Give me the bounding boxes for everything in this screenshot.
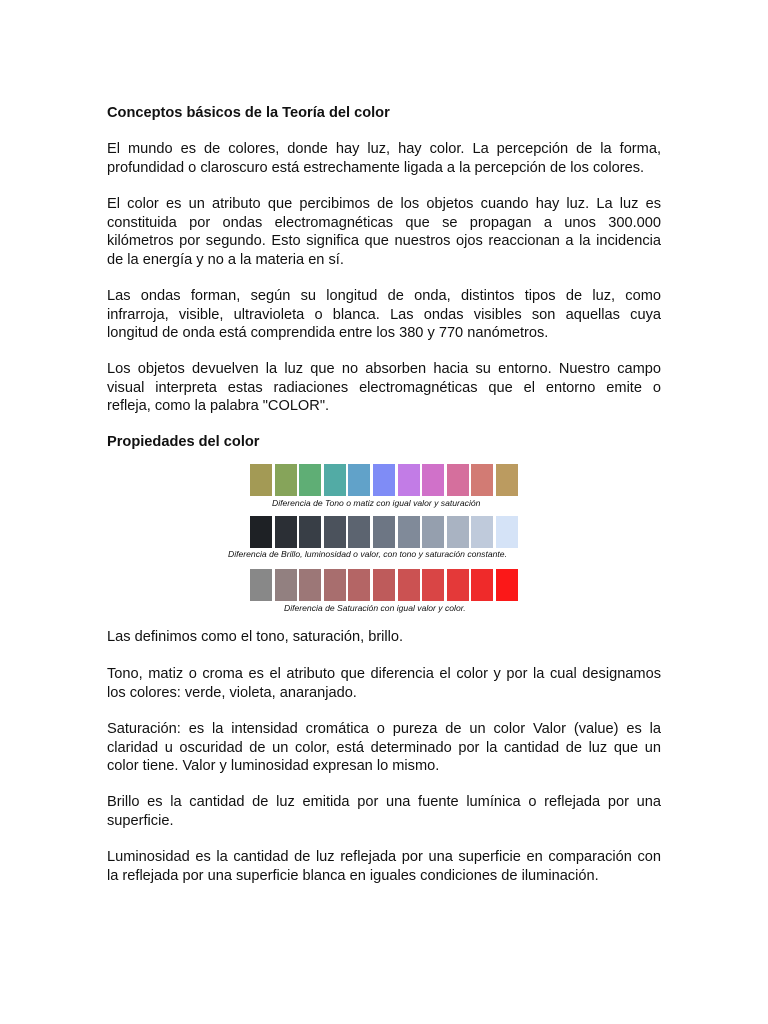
hue-swatch [496,464,518,496]
saturation-swatch [275,569,297,601]
saturation-swatch [447,569,469,601]
paragraph [107,665,661,702]
hue-swatch [324,464,346,496]
brightness-swatch-row [250,516,768,548]
saturation-swatch [348,569,370,601]
text-line: El mundo es de colores, donde hay luz, hay color. La percepción de la forma, [107,141,661,157]
paragraph [107,793,661,830]
brightness-swatch [447,516,469,548]
brightness-swatch [275,516,297,548]
brightness-swatch [348,516,370,548]
saturation-swatch [250,569,272,601]
text-line: Luminosidad es la cantidad de luz reflejada por una superficie en comparación con [107,849,661,865]
saturation-swatch-row [250,569,768,601]
hue-caption: Diferencia de Tono o matiz con igual valor y saturación [272,498,481,508]
brightness-swatch [373,516,395,548]
text-line: claridad u oscuridad de un color, está determinado por la cantidad de luz que un [107,739,661,756]
text-line: longitud de onda está comprendida entre los 380 y 770 nanómetros. [107,325,549,341]
text-line: kilómetros por segundo. Esto significa que nuestros ojos reaccionan a la incidencia [107,233,661,249]
hue-swatch [348,464,370,496]
paragraph [107,195,661,269]
text-line: Los objetos devuelven la luz que no absorben hacia su entorno. Nuestro campo [107,361,661,377]
text-line: constituida por ondas electromagnéticas que se propagan a unos 300.000 [107,214,661,231]
paragraph [107,848,661,885]
paragraph [107,628,661,647]
brightness-swatch [422,516,444,548]
text-line: Brillo es la cantidad de luz emitida por una fuente lumínica o reflejada por una [107,794,661,810]
brightness-swatch [496,516,518,548]
text-line: refleja, como la palabra "COLOR". [107,398,330,414]
hue-swatch [422,464,444,496]
page-title: Conceptos básicos de la Teoría del color [107,105,390,121]
paragraph [107,720,661,776]
saturation-swatch [422,569,444,601]
hue-swatch [275,464,297,496]
text-line: Las definimos como el tono, saturación, brillo. [107,629,404,645]
hue-swatch [447,464,469,496]
hue-swatch [373,464,395,496]
text-line: Tono, matiz o croma es el atributo que diferencia el color y por la cual designamos [107,666,661,682]
brightness-swatch [299,516,321,548]
text-line: visual interpreta estas radiaciones electromagnéticas que el entorno emite o [107,379,661,396]
saturation-caption: Diferencia de Saturación con igual valor y color. [284,603,466,613]
color-properties-figure [228,458,530,618]
text-line: profundidad o claroscuro está estrechamente ligada a la percepción de los colores. [107,159,645,176]
saturation-swatch [299,569,321,601]
hue-swatch [299,464,321,496]
brightness-swatch [471,516,493,548]
paragraph [107,287,661,343]
saturation-swatch [373,569,395,601]
text-line: Las ondas forman, según su longitud de onda, distintos tipos de luz, como [107,288,661,304]
text-line: la reflejada por una superficie blanca en iguales condiciones de iluminación. [107,867,599,884]
hue-swatch [471,464,493,496]
brightness-caption: Diferencia de Brillo, luminosidad o valor, con tono y saturación constante. [228,549,507,559]
paragraph [107,140,661,177]
saturation-swatch [398,569,420,601]
brightness-swatch [398,516,420,548]
section-heading: Propiedades del color [107,434,260,450]
text-line: los colores: verde, violeta, anaranjado. [107,684,357,701]
hue-swatch [250,464,272,496]
hue-swatch-row [250,464,768,496]
text-line: Saturación: es la intensidad cromática o pureza de un color Valor (value) es la [107,721,661,737]
text-line: de la energía y no a la materia en sí. [107,251,344,268]
saturation-swatch [496,569,518,601]
saturation-swatch [324,569,346,601]
text-line: superficie. [107,812,174,829]
paragraph [107,360,661,416]
text-line: El color es un atributo que percibimos de los objetos cuando hay luz. La luz es [107,196,661,212]
text-line: color tiene. Valor y luminosidad expresan lo mismo. [107,758,440,774]
hue-swatch [398,464,420,496]
text-line: infrarroja, visible, ultravioleta o blanca. Las ondas visibles son aquellas cuya [107,306,661,323]
saturation-swatch [471,569,493,601]
brightness-swatch [324,516,346,548]
brightness-swatch [250,516,272,548]
